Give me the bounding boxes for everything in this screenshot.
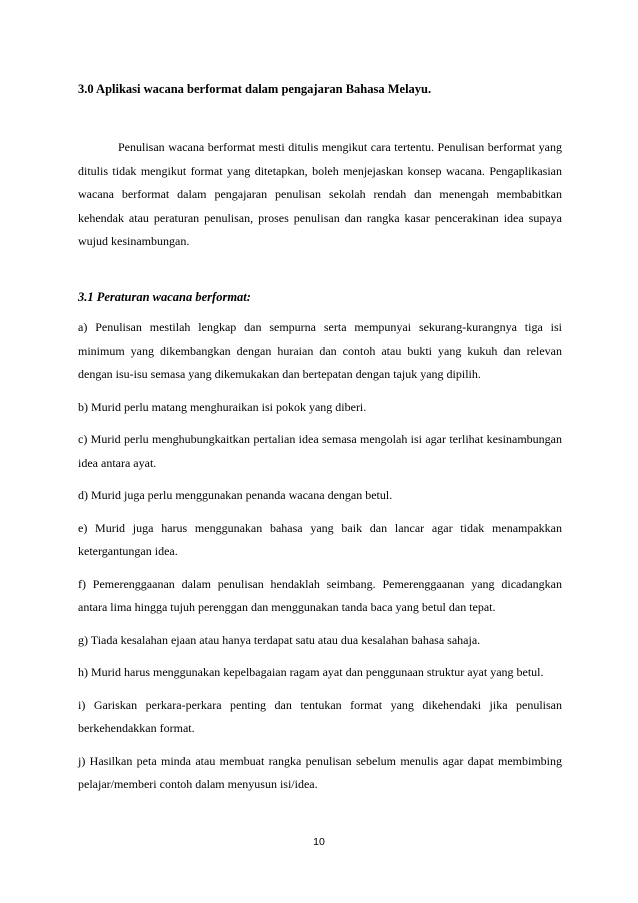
section-heading: 3.0 Aplikasi wacana berformat dalam pengajaran Bahasa Melayu.: [78, 82, 432, 96]
list-item: d) Murid juga perlu menggunakan penanda wacana dengan betul.: [78, 488, 393, 502]
subsection-heading: 3.1 Peraturan wacana berformat:: [78, 290, 251, 304]
list-item: b) Murid perlu matang menghuraikan isi pokok yang diberi.: [78, 399, 367, 414]
list-item: h) Murid harus menggunakan kepelbagaian ragam ayat dan penggunaan struktur ayat yang betul.: [78, 665, 544, 679]
list-item: i) Gariskan perkara-perkara penting dan tentukan format yang dikehendaki jika penulisan berkehendakkan format.: [78, 697, 562, 735]
list-item: a) Penulisan mestilah lengkap dan sempurna serta mempunyai sekurang-kurangnya tiga isi minimum yang dikembangkan dengan huraian dan contoh atau bukti yang kukuh dan relevan dengan isu-isu semasa yang dikemukakan dan bertepatan dengan tajuk yang dipilih.: [78, 320, 562, 381]
list-item: j) Hasilkan peta minda atau membuat rangka penulisan sebelum menulis agar dapat membimbing pelajar/memberi contoh dalam menyusun isi/idea.: [78, 753, 562, 791]
list-item: f) Pemerenggaanan dalam penulisan hendaklah seimbang. Pemerenggaanan yang dicadangkan antara lima hingga tujuh perenggan dan menggunakan tanda baca yang betul dan tepat.: [78, 576, 562, 614]
list-item: e) Murid juga harus menggunakan bahasa yang baik dan lancar agar tidak menampakkan ketergantungan idea.: [78, 520, 562, 558]
list-item: c) Murid perlu menghubungkaitkan pertalian idea semasa mengolah isi agar terlihat kesinambungan idea antara ayat.: [78, 432, 562, 470]
page-number: 10: [313, 836, 325, 848]
rules-list: [78, 316, 562, 806]
list-item: g) Tiada kesalahan ejaan atau hanya terdapat satu atau dua kesalahan bahasa sahaja.: [78, 632, 481, 647]
intro-paragraph: Penulisan wacana berformat mesti ditulis mengikut cara tertentu. Penulisan berformat yang ditulis tidak mengikut format yang ditetapkan, boleh menjejaskan konsep wacana. Pengaplikasian wacana berformat dalam pengajaran penulisan sekolah rendah dan menengah membabitkan kehendak atau peraturan penulisan, proses penulisan dan rangka kasar pencerakinan idea supaya wujud kesinambungan.: [78, 140, 562, 248]
